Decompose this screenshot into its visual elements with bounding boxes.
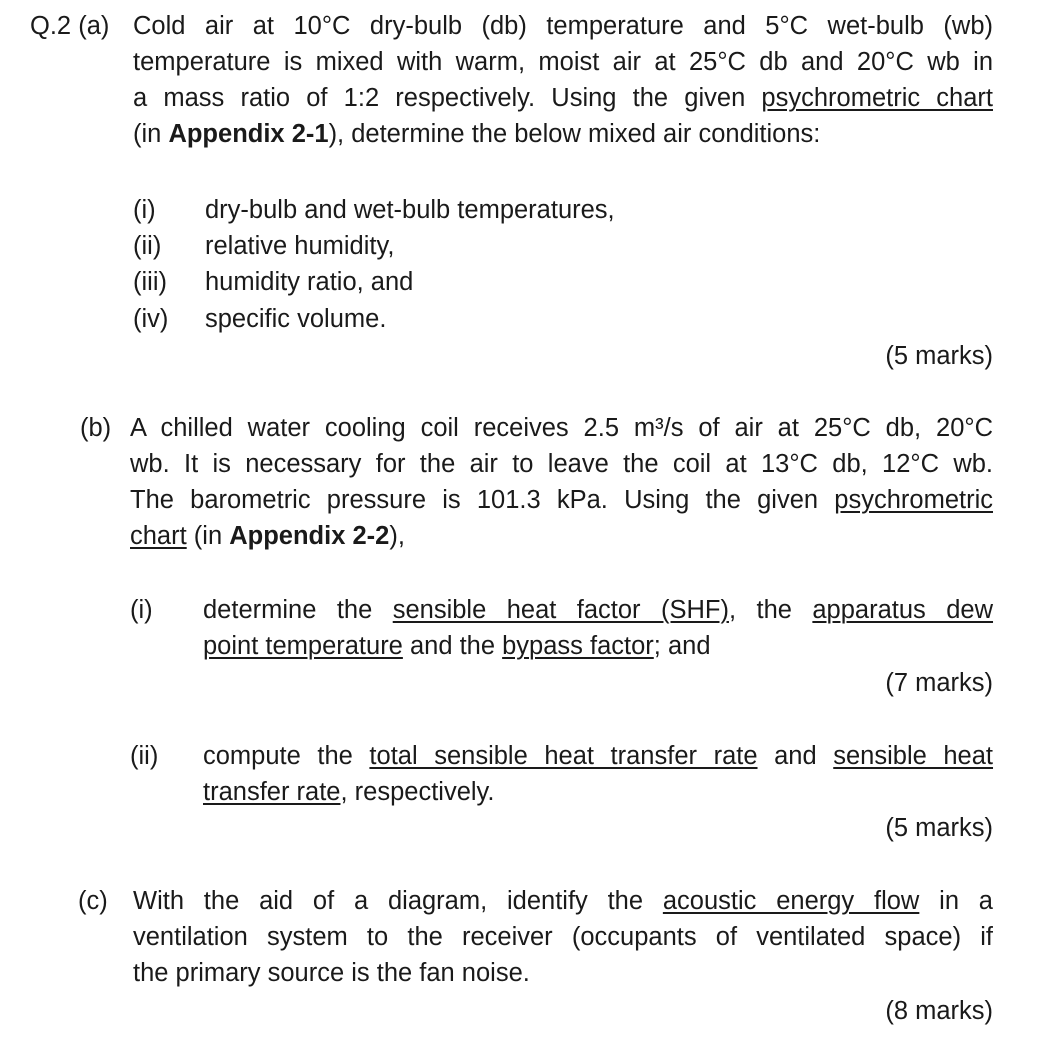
part-b-i-line-1: determine the sensible heat factor (SHF), the apparatus dew [203,596,994,624]
link-psychrometric: psychrometric [834,486,993,514]
part-b-ii-line-2: transfer rate, respectively. [203,778,495,806]
question-header [30,8,109,44]
link-chart: chart [130,522,187,550]
part-b-line-3: The barometric pressure is 101.3 kPa. Using the given psychrometric [130,486,993,514]
part-a-item-text: relative humidity, [205,232,395,260]
part-a-item-text: specific volume. [205,305,387,333]
link-bypass-factor: bypass factor [502,632,654,660]
part-c-line-2: ventilation system to the receiver (occupants of ventilated space) if [133,923,993,951]
link-psychrometric-chart: psychrometric chart [761,84,993,112]
link-total-sensible-heat: total sensible heat transfer rate [369,742,758,770]
part-b-line-4: chart (in Appendix 2-2), [130,522,405,550]
link-acoustic-energy-flow: acoustic energy flow [662,887,920,915]
link-point-temperature: point temperature [203,632,403,660]
part-a-item-text: dry-bulb and wet-bulb temperatures, [205,196,615,224]
link-sensible-heat: sensible heat [833,742,994,770]
part-b-ii-label: (ii) [130,742,159,770]
part-b-label: (b) [80,414,112,442]
part-c-line-1: With the aid of a diagram, identify the acoustic energy flow in a [133,887,993,915]
part-c-label: (c) [78,887,108,915]
part-a-marks: (5 marks) [885,342,993,370]
link-transfer-rate: transfer rate [203,778,341,806]
part-a-item-label: (ii) [133,232,162,260]
link-apparatus-dew: apparatus dew [812,596,994,624]
part-a-item-text: humidity ratio, and [205,268,414,296]
part-a-line-4: (in Appendix 2-1), determine the below mixed air conditions: [133,120,821,148]
part-b-i-label: (i) [130,596,153,624]
part-b-line-2: wb. It is necessary for the air to leave the coil at 13°C db, 12°C wb. [130,450,993,478]
part-a-label: (a) [78,12,110,40]
part-a-line-1: Cold air at 10°C dry-bulb (db) temperature and 5°C wet-bulb (wb) [133,12,993,40]
part-a-item-label: (iv) [133,305,169,333]
appendix-ref: Appendix 2-2 [229,522,390,550]
part-a-item-label: (iii) [133,268,167,296]
part-a-line-2: temperature is mixed with warm, moist air at 25°C db and 20°C wb in [133,48,993,76]
part-b-i-marks: (7 marks) [885,669,993,697]
appendix-ref: Appendix 2-1 [168,120,329,148]
part-c-marks: (8 marks) [885,997,993,1025]
part-b-ii-line-1: compute the total sensible heat transfer rate and sensible heat [203,742,994,770]
part-b-line-1: A chilled water cooling coil receives 2.5 m³/s of air at 25°C db, 20°C [130,414,993,442]
link-shf: sensible heat factor (SHF) [392,596,729,624]
part-b-ii-marks: (5 marks) [885,814,993,842]
part-a-line-3: a mass ratio of 1:2 respectively. Using the given psychrometric chart [133,84,993,112]
part-b-i-line-2: point temperature and the bypass factor; and [203,632,711,660]
part-a-item-label: (i) [133,196,156,224]
question-number: Q.2 [30,12,72,40]
part-c-line-3: the primary source is the fan noise. [133,959,530,987]
